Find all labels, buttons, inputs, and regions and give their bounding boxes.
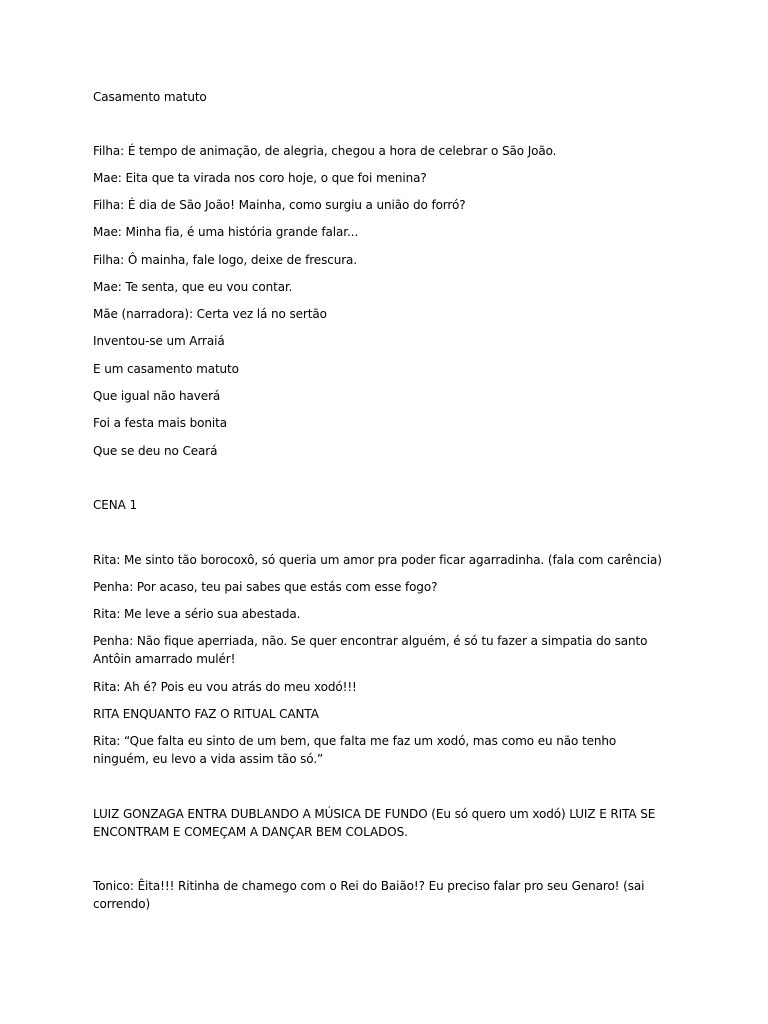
scene-heading: CENA 1 <box>93 498 137 512</box>
verse-line: Mãe (narradora): Certa vez lá no sertão <box>93 307 327 321</box>
verse-line: Que igual não haverá <box>93 389 221 403</box>
document-title: Casamento matuto <box>93 90 207 104</box>
verse-line: E um casamento matuto <box>93 362 239 376</box>
stage-direction: RITA ENQUANTO FAZ O RITUAL CANTA <box>93 707 319 721</box>
song-lyric-paragraph: Rita: “Que falta eu sinto de um bem, que falta me faz um xodó, mas como eu não tenho ninguém, eu levo a vida assim tão só.” <box>93 734 617 766</box>
verse-line: Foi a festa mais bonita <box>93 416 227 430</box>
dialogue-line: Filha: É dia de São João! Mainha, como surgiu a união do forró? <box>93 198 466 212</box>
dialogue-line: Mae: Eita que ta virada nos coro hoje, o que foi menina? <box>93 171 427 185</box>
dialogue-line: Rita: Me sinto tão borocoxô, só queria um amor pra poder ficar agarradinha. (fala com carência) <box>93 553 662 567</box>
dialogue-line: Filha: É tempo de animação, de alegria, chegou a hora de celebrar o São João. <box>93 144 557 158</box>
dialogue-line: Rita: Ah é? Pois eu vou atrás do meu xodó!!! <box>93 680 357 694</box>
verse-line: Inventou-se um Arraiá <box>93 334 225 348</box>
dialogue-line: Mae: Minha fia, é uma história grande falar... <box>93 225 359 239</box>
dialogue-line: Penha: Por acaso, teu pai sabes que estás com esse fogo? <box>93 580 438 594</box>
dialogue-paragraph: Penha: Não fique aperriada, não. Se quer encontrar alguém, é só tu fazer a simpatia do santo Antôin amarrado mulér! <box>93 634 648 666</box>
dialogue-line: Rita: Me leve a sério sua abestada. <box>93 607 301 621</box>
stage-direction-paragraph: LUIZ GONZAGA ENTRA DUBLANDO A MÚSICA DE FUNDO (Eu só quero um xodó) LUIZ E RITA SE ENCONTRAM E COMEÇAM A DANÇAR BEM COLADOS. <box>93 807 656 839</box>
verse-line: Que se deu no Ceará <box>93 444 218 458</box>
dialogue-line: Filha: Ô mainha, fale logo, deixe de frescura. <box>93 253 358 267</box>
dialogue-paragraph: Tonico: Êita!!! Ritinha de chamego com o Rei do Baião!? Eu preciso falar pro seu Genaro! (sai correndo) <box>93 879 645 911</box>
dialogue-line: Mae: Te senta, que eu vou contar. <box>93 280 293 294</box>
